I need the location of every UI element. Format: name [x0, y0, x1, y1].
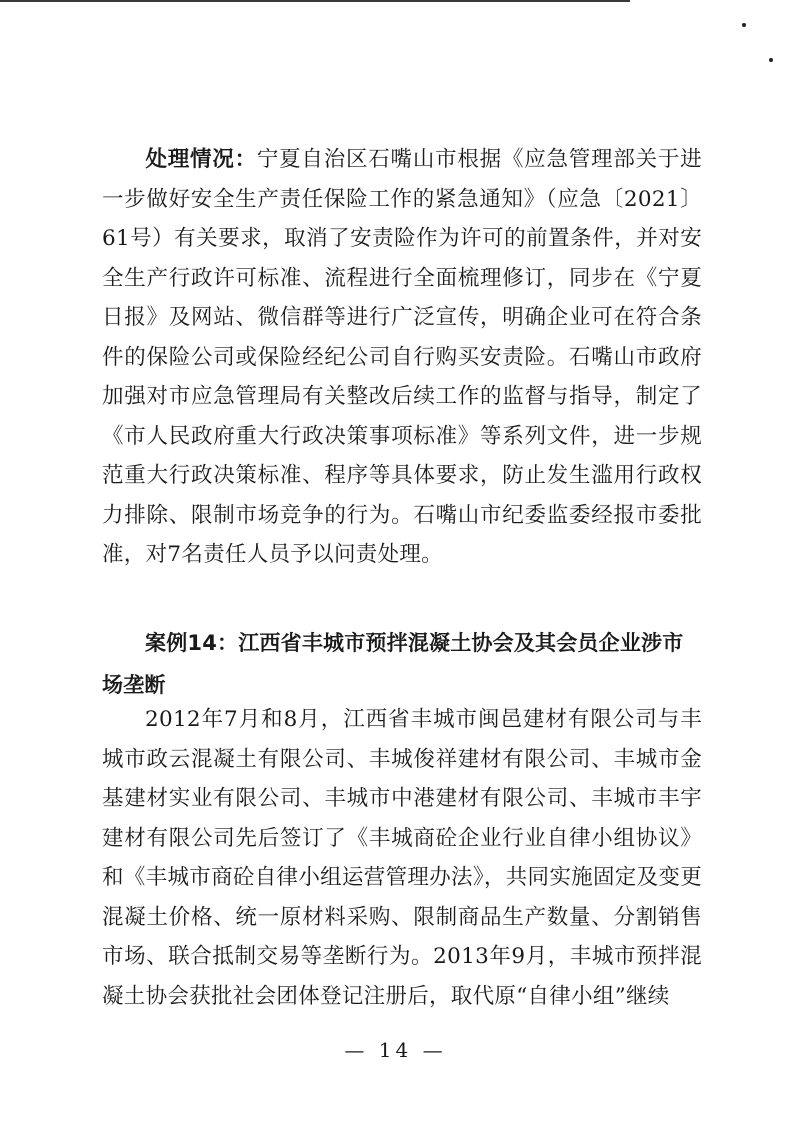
case-text: 2012年7月和8月，江西省丰城市闽邑建材有限公司与丰城市政云混凝土有限公司、丰城俊祥建材有限公司、丰城市金基建材实业有限公司、丰城市中港建材有限公司、丰城市丰宇建材有限公司先后签订了《丰城商砼企业行业自律小组协议》和《丰城市商砼自律小组运营管理办法》，共同实施固定及变更混凝土价格、统一原材料采购、限制商品生产数量、分割销售市场、联合抵制交易等垄断行为。2013年9月，丰城市预拌混凝土协会获批社会团体登记注册后，取代原“自律小组”继续 — [102, 707, 702, 1009]
scan-speck — [769, 58, 773, 62]
case-heading — [102, 622, 702, 706]
scan-speck — [742, 23, 746, 27]
handling-text: 宁夏自治区石嘴山市根据《应急管理部关于进一步做好安全生产责任保险工作的紧急通知》（应急〔2021〕61号）有关要求，取消了安责险作为许可的前置条件，并对安全生产行政许可标准、流程进行全面梳理修订，同步在《宁夏日报》及网站、微信群等进行广泛宣传，明确企业可在符合条件的保险公司或保险经纪公司自行购买安责险。石嘴山市政府加强对市应急管理局有关整改后续工作的监督与指导，制定了《市人民政府重大行政决策事项标准》等系列文件，进一步规范重大行政决策标准、程序等具体要求，防止发生滥用行政权力排除、限制市场竞争的行为。石嘴山市纪委监委经报市委批准，对7名责任人员予以问责处理。 — [102, 147, 702, 567]
handling-label: 处理情况： — [145, 147, 257, 172]
page-number: — 14 — — [344, 1038, 447, 1062]
handling-paragraph — [102, 140, 702, 575]
case-paragraph — [102, 700, 702, 1016]
top-border-line — [0, 0, 630, 2]
case-heading-text: 案例14：江西省丰城市预拌混凝土协会及其会员企业涉市场垄断 — [102, 631, 684, 697]
